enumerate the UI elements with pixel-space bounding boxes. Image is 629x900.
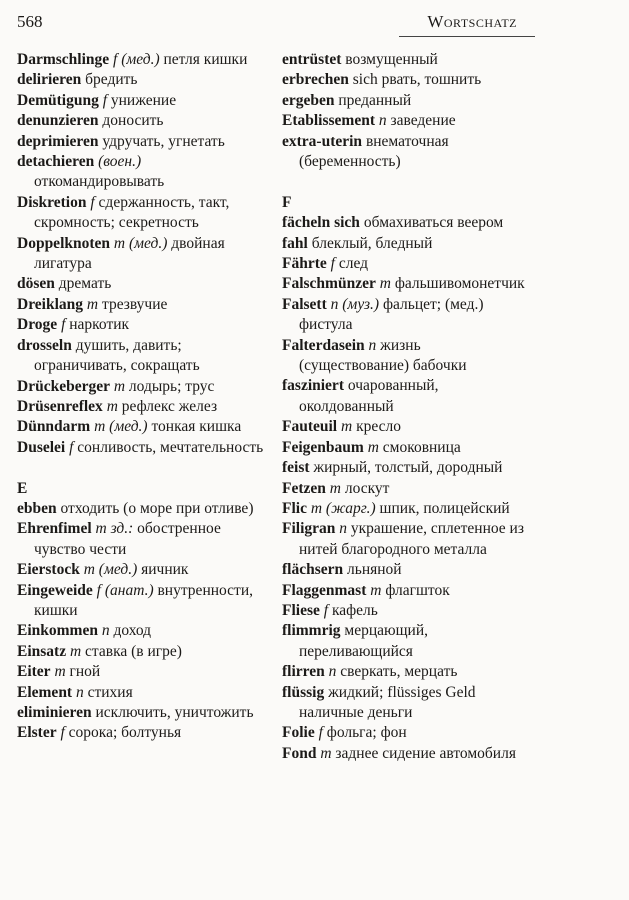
entry-headword: dösen (17, 275, 55, 293)
entry-grammar: m (83, 295, 99, 313)
dictionary-entry (17, 274, 267, 294)
entry-headword: deprimieren (17, 132, 99, 150)
entry-headword: Ehrenfimel (17, 520, 92, 538)
entry-grammar: n (72, 683, 84, 701)
entry-headword: Fetzen (282, 479, 326, 497)
section-letter: E (17, 479, 28, 497)
entry-grammar: f (98, 91, 108, 109)
entry-definition: возмущенный (341, 51, 438, 68)
entry-definition: лоскут (340, 479, 390, 497)
entry-headword: Eiter (17, 663, 51, 681)
dictionary-entry (17, 152, 267, 193)
dictionary-entry (282, 499, 532, 519)
entry-grammar: f (57, 316, 66, 334)
entry-headword: Dünndarm (17, 418, 91, 436)
entry-headword: flirren (282, 663, 325, 681)
section-gap (282, 172, 532, 192)
entry-definition: удручать, угнетать (98, 132, 225, 150)
entry-definition: ставка (в игре) (81, 642, 182, 660)
dictionary-entry (282, 213, 532, 233)
dictionary-entry (282, 91, 532, 111)
dictionary-entry (17, 91, 267, 111)
dictionary-entry (282, 132, 532, 173)
dictionary-entry (17, 234, 267, 275)
entry-headword: Drückeberger (17, 377, 110, 395)
entry-definition: петля кишки (159, 51, 248, 68)
dictionary-entry (17, 662, 267, 682)
entry-headword: eliminieren (17, 703, 92, 721)
entry-grammar: m (337, 418, 353, 436)
dictionary-entry (17, 499, 267, 519)
entry-definition: фальшивомонетчик (390, 275, 525, 293)
entry-headword: fahl (282, 234, 308, 252)
entry-headword: Falsett (282, 295, 327, 313)
entry-definition: бредить (81, 71, 138, 89)
dictionary-entry (282, 274, 532, 294)
entry-headword: Eierstock (17, 561, 80, 579)
entry-definition: исключить, уничтожить (91, 703, 254, 721)
entry-headword: Fliese (282, 601, 320, 619)
dictionary-entry (282, 254, 532, 274)
entry-headword: Demütigung (17, 91, 99, 109)
entry-definition: трезвучие (98, 295, 168, 313)
dictionary-entry (17, 519, 267, 560)
entry-headword: Drüsenreflex (17, 397, 103, 415)
entry-definition: sich рвать, тошнить (348, 71, 482, 89)
dictionary-entry (282, 683, 532, 724)
entry-grammar: n (97, 622, 110, 640)
entry-headword: flimmrig (282, 622, 341, 640)
dictionary-entry (282, 581, 532, 601)
entry-headword: Flic (282, 499, 307, 517)
entry-headword: fasziniert (282, 377, 344, 395)
dictionary-entry (282, 376, 532, 417)
entry-headword: extra-uterin (282, 132, 363, 150)
entry-headword: flächsern (282, 561, 344, 579)
entry-definition: жизнь (существование) бабочки (299, 336, 467, 375)
entry-grammar: m (316, 744, 332, 762)
section-letter: F (282, 193, 292, 211)
entry-definition: стихия (83, 683, 133, 701)
entry-grammar: m (375, 275, 391, 293)
dictionary-entry (282, 479, 532, 499)
entry-grammar: m (мед.) (79, 561, 138, 579)
entry-definition: унижение (107, 91, 177, 109)
header-rule (399, 36, 535, 37)
entry-definition: фальцет; (мед.) фистула (299, 295, 484, 334)
entry-definition: наркотик (65, 316, 130, 334)
entry-definition: жидкий; flüssiges Geld наличные деньги (299, 683, 476, 721)
entry-definition: мерцающий, переливающийся (299, 622, 429, 660)
entry-headword: fächeln sich (282, 214, 360, 232)
entry-definition: тонкая кишка (147, 418, 242, 436)
dictionary-entry (17, 132, 267, 152)
dictionary-entry (17, 417, 267, 437)
entry-headword: Falschmünzer (282, 275, 376, 293)
entry-headword: Etablissement (282, 112, 375, 130)
left-column (17, 50, 267, 744)
dictionary-entry (282, 295, 532, 336)
entry-grammar: n (335, 520, 348, 538)
section-gap (17, 458, 267, 478)
entry-grammar: f (319, 601, 329, 619)
entry-grammar: m (366, 581, 382, 599)
entry-definition: дремать (54, 275, 112, 293)
entry-grammar: f (86, 193, 95, 211)
entry-definition: блеклый, бледный (307, 234, 433, 252)
entry-headword: Folie (282, 724, 315, 742)
entry-definition: внутренности, кишки (34, 581, 253, 619)
right-column (282, 50, 532, 764)
entry-definition: отходить (о море при отливе) (56, 499, 254, 517)
entry-headword: Droge (17, 316, 58, 334)
entry-grammar: m зд.: (91, 520, 134, 538)
dictionary-entry (17, 621, 267, 641)
entry-grammar: m (мед.) (90, 418, 148, 436)
entry-grammar: n (375, 112, 387, 130)
dictionary-entry (282, 601, 532, 621)
entry-headword: denunzieren (17, 112, 99, 130)
entry-definition: смоковница (378, 438, 461, 456)
dictionary-entry (17, 581, 267, 622)
entry-headword: flüssig (282, 683, 325, 701)
entry-headword: Element (17, 683, 73, 701)
entry-headword: Fauteuil (282, 418, 338, 436)
dictionary-entry (17, 683, 267, 703)
dictionary-entry (282, 50, 532, 70)
entry-definition: преданный (334, 91, 412, 109)
entry-headword: Dreiklang (17, 295, 84, 313)
entry-definition: внематочная (беременность) (299, 132, 449, 171)
entry-definition: заведение (386, 112, 456, 130)
entry-definition: откомандировывать (34, 173, 165, 191)
entry-grammar: f (56, 724, 65, 742)
dictionary-entry (17, 295, 267, 315)
dictionary-entry (282, 438, 532, 458)
entry-headword: Fond (282, 744, 317, 762)
dictionary-entry (17, 438, 267, 458)
running-head: Wortschatz (427, 12, 517, 31)
entry-grammar: f (326, 255, 335, 273)
entry-definition: яичник (137, 561, 189, 579)
entry-definition: жирный, толстый, дородный (309, 459, 503, 477)
entry-definition: сорока; болтунья (64, 724, 182, 742)
dictionary-entry (282, 723, 532, 743)
dictionary-entry (282, 234, 532, 254)
entry-grammar: f (65, 438, 74, 456)
dictionary-entry (17, 723, 267, 743)
entry-grammar: m (50, 663, 66, 681)
entry-definition: фольга; фон (322, 724, 407, 742)
entry-headword: drosseln (17, 336, 72, 354)
entry-grammar: n (364, 336, 377, 354)
dictionary-entry (17, 193, 267, 234)
dictionary-entry (17, 642, 267, 662)
entry-headword: Flaggenmast (282, 581, 367, 599)
entry-definition: шпик, полицейский (375, 499, 510, 517)
entry-grammar: m (363, 438, 379, 456)
entry-grammar: f (мед.) (109, 51, 160, 68)
dictionary-entry (282, 458, 532, 478)
dictionary-entry (17, 560, 267, 580)
entry-definition: доносить (98, 112, 164, 130)
dictionary-entry (17, 703, 267, 723)
entry-grammar: m (жарг.) (306, 499, 376, 517)
entry-grammar: n (324, 663, 337, 681)
entry-headword: delirieren (17, 71, 82, 89)
entry-definition: кресло (352, 418, 401, 436)
entry-definition: сдержанность, такт, скромность; секретность (34, 193, 230, 232)
entry-headword: entrüstet (282, 51, 342, 68)
entry-definition: душить, давить; ограничивать, сокращать (34, 336, 200, 375)
entry-definition: флагшток (381, 581, 450, 599)
entry-grammar: f (314, 724, 323, 742)
dictionary-entry (282, 519, 532, 560)
entry-definition: обостренное чувство чести (34, 520, 221, 558)
dictionary-entry (17, 111, 267, 131)
entry-headword: Doppelknoten (17, 234, 111, 252)
entry-headword: feist (282, 459, 310, 477)
entry-grammar: m (325, 479, 341, 497)
dictionary-entry (17, 397, 267, 417)
entry-headword: Elster (17, 724, 57, 742)
entry-definition: заднее сидение автомобиля (331, 744, 516, 762)
dictionary-entry (17, 50, 267, 70)
entry-grammar: f (анат.) (92, 581, 154, 599)
entry-headword: Darmschlinge (17, 51, 110, 68)
entry-headword: Diskretion (17, 193, 87, 211)
entry-headword: ergeben (282, 91, 335, 109)
entry-definition: доход (109, 622, 152, 640)
dictionary-entry (282, 662, 532, 682)
entry-grammar: m (109, 377, 126, 395)
dictionary-entry (17, 336, 267, 377)
entry-headword: Filigran (282, 520, 336, 538)
entry-headword: detachieren (17, 153, 95, 171)
page-number: 568 (17, 12, 43, 31)
entry-headword: ebben (17, 499, 57, 517)
entry-headword: Falterdasein (282, 336, 365, 354)
entry-definition: сверкать, мерцать (336, 663, 458, 681)
dictionary-entry (17, 70, 267, 90)
entry-grammar: n (муз.) (326, 295, 380, 313)
entry-headword: Eingeweide (17, 581, 93, 599)
dictionary-entry (282, 417, 532, 437)
entry-grammar: m (мед.) (110, 234, 168, 252)
entry-headword: Feigenbaum (282, 438, 364, 456)
entry-definition: след (334, 255, 369, 273)
entry-definition: рефлекс желез (117, 397, 218, 415)
dictionary-entry (282, 336, 532, 377)
entry-headword: Duselei (17, 438, 66, 456)
dictionary-entry (17, 315, 267, 335)
entry-definition: обмахиваться веером (359, 214, 504, 232)
dictionary-entry (282, 560, 532, 580)
dictionary-entry (17, 377, 267, 397)
dictionary-entry (282, 70, 532, 90)
dictionary-entry (282, 744, 532, 764)
entry-definition: двойная лигатура (34, 234, 225, 273)
entry-grammar: m (102, 397, 118, 415)
entry-definition: льняной (343, 561, 402, 579)
entry-grammar: m (66, 642, 82, 660)
entry-definition: гной (65, 663, 101, 681)
dictionary-entry (282, 111, 532, 131)
entry-headword: Einkommen (17, 622, 98, 640)
entry-headword: Einsatz (17, 642, 67, 660)
dictionary-entry (282, 621, 532, 662)
entry-definition: украшение, сплетенное из нитей благородного металла (299, 520, 524, 558)
page-header (17, 8, 517, 36)
entry-definition: сонливость, мечтательность (73, 438, 264, 456)
entry-definition: кафель (328, 601, 378, 619)
entry-definition: лодырь; трус (125, 377, 215, 395)
entry-headword: erbrechen (282, 71, 349, 89)
entry-headword: Fährte (282, 255, 327, 273)
entry-definition: очарованный, околдованный (299, 377, 439, 415)
entry-grammar: (воен.) (94, 153, 142, 171)
